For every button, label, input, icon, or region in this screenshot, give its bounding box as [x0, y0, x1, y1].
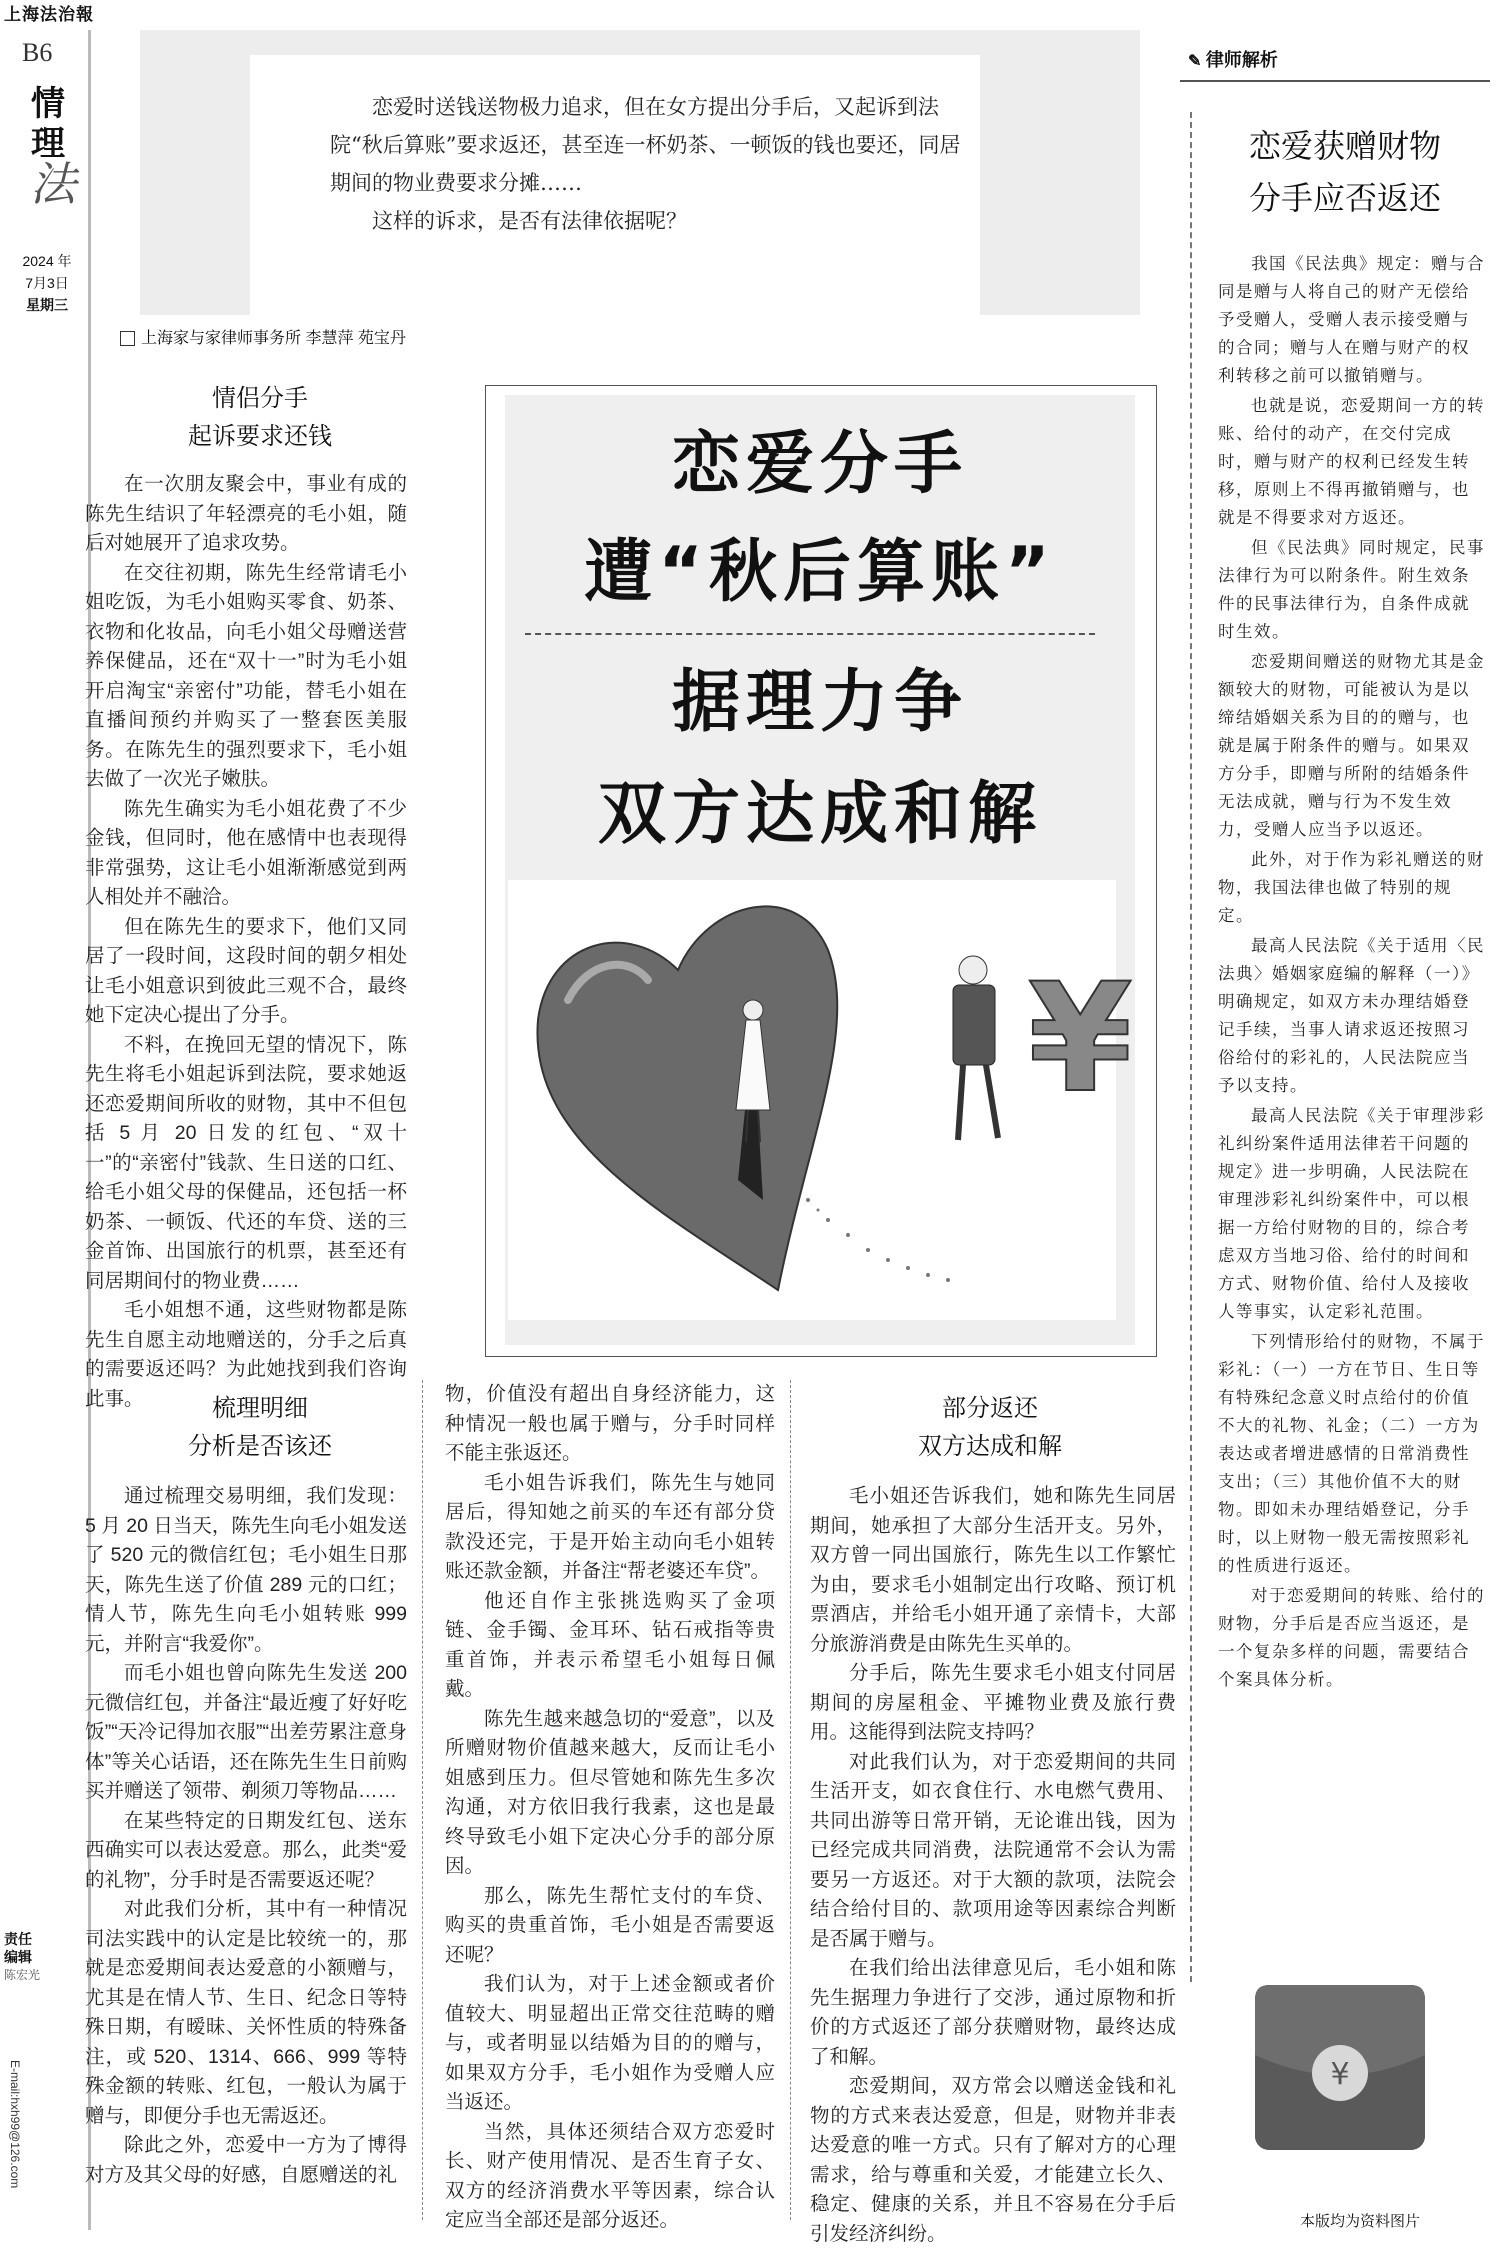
body-paragraph: 在一次朋友聚会中，事业有成的陈先生结识了年轻漂亮的毛小姐，随后对她展开了追求攻势。: [85, 473, 407, 554]
editor-email: E-mail:hxh99@126.com: [8, 2060, 22, 2189]
body-paragraph: 而毛小姐也曾向陈先生发送 200 元微信红包，并备注“最近瘦了好好吃饭”“天冷记得加衣服”“出差劳累注意身体”等关心话语，还在陈先生生日前购买并赠送了领带、剃须刀等物品……: [85, 1662, 407, 1802]
section4-head-line1: 部分返还: [942, 1395, 1038, 1422]
body-paragraph: 他还自作主张挑选购买了金项链、金手镯、金耳环、钻石戒指等贵重首饰，并表示希望毛小姐每日佩戴。: [445, 1589, 775, 1700]
byline: [120, 325, 520, 348]
section-char-1: 情: [31, 84, 65, 124]
body-paragraph: 毛小姐告诉我们，陈先生与她同居后，得知她之前买的车还有部分贷款没还完，于是开始主动向毛小姐转账还款金额，并备注“帮老婆还车贷”。: [445, 1471, 775, 1582]
body-paragraph: 物，价值没有超出自身经济能力，这种情况一般也属于赠与，分手时同样不能主张返还。: [445, 1383, 775, 1464]
section-char-3: 法: [30, 157, 76, 211]
section2-heading: [110, 1390, 410, 1466]
body-paragraph: 那么，陈先生帮忙支付的车贷、购买的贵重首饰，毛小姐是否需要返还呢？: [445, 1884, 775, 1966]
section4-heading: [810, 1390, 1170, 1466]
body-paragraph: 不料，在挽回无望的情况下，陈先生将毛小姐起诉到法院，要求她返还恋爱期间所收的财物，其中不但包括 5 月 20 日发的红包、“双十一”的“亲密付”钱款、生日送的口红、给毛小姐父母的保健品，还包括一杯奶茶、一顿饭、代还的车贷、送的三金首饰、出国旅行的机票，甚至还有同居期间付的物业费……: [85, 1033, 407, 1292]
section4-head-line2: 双方达成和解: [918, 1433, 1062, 1460]
sidebar-paragraph: 对于恋爱期间的转账、给付的财物，分手后是否应当返还，是一个复杂多样的问题，需要结合个案具体分析。: [1218, 1586, 1485, 1689]
envelope-symbol: ¥: [1330, 2057, 1350, 2092]
column-divider: [422, 1380, 423, 2220]
headline-line4: 双方达成和解: [597, 775, 1042, 854]
section2-head-line2: 分析是否该还: [188, 1433, 332, 1460]
intro-paragraph: 这样的诉求，是否有法律依据呢？: [372, 209, 687, 233]
section-char-2: 理: [31, 124, 65, 164]
sidebar-title-line1: 恋爱获赠财物: [1248, 128, 1441, 164]
byline-text: 上海家与家律师事务所 李慧萍 苑宝丹: [141, 330, 406, 347]
column-divider: [790, 1380, 791, 2220]
issue-date: [12, 250, 82, 316]
envelope-icon: [1255, 1985, 1425, 2150]
masthead: 上海法治報: [4, 5, 94, 25]
sidebar-paragraph: 恋爱期间赠送的财物尤其是金额较大的财物，可能被认为是以缔结婚姻关系为目的的赠与，也就是属于附条件的赠与。如果双方分手，即赠与所附的结婚条件无法成就，赠与行为不发生效力，受赠人应当予以返还。: [1218, 652, 1485, 839]
body-paragraph: 毛小姐想不通，这些财物都是陈先生自愿主动地赠送的，分手之后真的需要返还吗？为此她找到我们咨询此事。: [85, 1299, 407, 1410]
red-envelope-image: [1255, 1985, 1425, 2150]
body-paragraph: 对此我们分析，其中有一种情况司法实践中的认定是比较统一的，那就是恋爱期间表达爱意的小额赠与，尤其是在情人节、生日、纪念日等特殊日期，有暧昧、关怀性质的特殊备注，或 520、1314、666、999 等特殊金额的转账、红包，一般认为属于赠与，即便分手也无需返还。: [85, 1898, 407, 2127]
page-number: B6: [22, 38, 53, 67]
body-paragraph: 陈先生越来越急切的“爱意”，以及所赠财物价值越来越大，反而让毛小姐感到压力。但尽管她和陈先生多次沟通，对方依旧我行我素，这也是最终导致毛小姐下定决心分手的部分原因。: [445, 1707, 775, 1877]
editor-label: 责任编辑: [4, 1931, 32, 1965]
section1-body: [85, 470, 407, 1414]
body-paragraph: 但在陈先生的要求下，他们又同居了一段时间，这段时间的朝夕相处让毛小姐意识到彼此三观不合，最终她下定决心提出了分手。: [85, 915, 407, 1026]
headline-line2: 遭“秋后算账”: [584, 533, 1056, 612]
heart-illustration: [508, 880, 1133, 1320]
yen-symbol: ¥: [1028, 952, 1133, 1126]
sidebar-title-line2: 分手应否返还: [1248, 180, 1441, 216]
body-paragraph: 对此我们认为，对于恋爱期间的共同生活开支，如衣食住行、水电燃气费用、共同出游等日常开销，无论谁出钱，因为已经完成共同消费，法院通常不会认为需要另一方返还。对于大额的款项，法院会结合给付目的、款项用途等因素综合判断是否属于赠与。: [810, 1750, 1176, 1950]
editor-name: 陈宏光: [4, 1968, 41, 1982]
body-paragraph: 陈先生确实为毛小姐花费了不少金钱，但同时，他在感情中也表现得非常强势，这让毛小姐渐渐感觉到两人相处并不融洽。: [85, 797, 407, 908]
section1-heading: [110, 380, 410, 456]
body-paragraph: 恋爱期间，双方常会以赠送金钱和礼物的方式来表达爱意，但是，财物并非表达爱意的唯一方式。只有了解对方的心理需求，给与尊重和关爱，才能建立长久、稳定、健康的关系，并且不容易在分手后引发经济纠纷。: [810, 2075, 1176, 2245]
sidebar-divider: [1190, 112, 1192, 1982]
section-title: [30, 84, 76, 211]
section4-body: [810, 1482, 1176, 2249]
headline-line1: 恋爱分手: [671, 425, 968, 504]
body-paragraph: 当然，具体还须结合双方恋爱时长、财产使用情况、是否生育子女、双方的经济消费水平等因素，综合认定应当全部还是部分返还。: [445, 2120, 775, 2231]
sidebar-paragraph: 但《民法典》同时规定，民事法律行为可以附条件。附生效条件的民事法律行为，自条件成就时生效。: [1218, 538, 1485, 641]
headline-line3: 据理力争: [671, 663, 968, 742]
sidebar-paragraph: 最高人民法院《关于适用〈民法典〉婚姻家庭编的解释（一）》明确规定，如双方未办理结婚登记手续，当事人请求返还按照习俗给付的彩礼的，人民法院应当予以支持。: [1218, 936, 1485, 1095]
body-paragraph: 我们认为，对于上述金额或者价值较大、明显超出正常交往范畴的赠与，或者明显以结婚为目的的赠与，如果双方分手，毛小姐作为受赠人应当返还。: [445, 1973, 775, 2113]
pen-icon: ✎: [1188, 53, 1206, 70]
body-paragraph: 毛小姐还告诉我们，她和陈先生同居期间，她承担了大部分生活开支。另外，双方曾一同出国旅行，陈先生以工作繁忙为由，要求毛小姐制定出行攻略、预订机票酒店，并给毛小姐开通了亲情卡，大部分旅游消费是由陈先生买单的。: [810, 1485, 1176, 1655]
headline-separator: [525, 633, 1095, 635]
checkbox-icon: [120, 331, 135, 346]
sidebar-title: [1200, 120, 1490, 224]
broken-heart-icon: [508, 880, 1133, 1320]
sidebar-tab-label: 律师解析: [1205, 50, 1278, 70]
sidebar-paragraph: 也就是说，恋爱期间一方的转账、给付的动产，在交付完成时，赠与财产的权利已经发生转移，原则上不得再撤销赠与，也就是不得要求对方返还。: [1218, 396, 1485, 527]
section1-head-line1: 情侣分手: [212, 385, 308, 412]
section1-head-line2: 起诉要求还钱: [188, 423, 332, 450]
date-year: 2024 年: [22, 253, 72, 269]
sidebar-paragraph: 我国《民法典》规定：赠与合同是赠与人将自己的财产无偿给予受赠人，受赠人表示接受赠与的合同；赠与人在赠与财产的权利转移之前可以撤销赠与。: [1218, 254, 1485, 385]
sidebar-paragraph: 最高人民法院《关于审理涉彩礼纠纷案件适用法律若干问题的规定》进一步明确，人民法院在审理涉彩礼纠纷案件中，可以根据一方给付财物的目的，综合考虑双方当地习俗、给付的时间和方式、财物价值、给付人及接收人等事实，认定彩礼范围。: [1218, 1106, 1485, 1321]
date-day: 7月3日: [25, 275, 69, 291]
sidebar-tab-rule: [1180, 80, 1490, 82]
section3-body: [445, 1380, 775, 2236]
sidebar-paragraph: 下列情形给付的财物，不属于彩礼：（一）一方在节日、生日等有特殊纪念意义时点给付的价值不大的礼物、礼金；（二）一方为表达或者增进感情的日常消费性支出；（三）其他价值不大的财物。即如未办理结婚登记，分手时，以上财物一般无需按照彩礼的性质进行返还。: [1218, 1332, 1485, 1575]
editor-credit: [4, 1930, 40, 1984]
section2-body: [85, 1482, 407, 2190]
sidebar-paragraph: 此外，对于作为彩礼赠送的财物，我国法律也做了特别的规定。: [1218, 850, 1485, 925]
sidebar-body: [1218, 250, 1486, 1696]
body-paragraph: 除此之外，恋爱中一方为了博得对方及其父母的好感，自愿赠送的礼: [85, 2134, 407, 2186]
sidebar-tab: [1188, 46, 1338, 72]
intro-text: [330, 88, 970, 240]
section2-head-line1: 梳理明细: [212, 1395, 308, 1422]
image-caption: 本版均为资料图片: [1299, 2212, 1420, 2230]
body-paragraph: 分手后，陈先生要求毛小姐支付同居期间的房屋租金、平摊物业费及旅行费用。这能得到法院支持吗？: [810, 1662, 1176, 1743]
body-paragraph: 通过梳理交易明细，我们发现：5 月 20 日当天，陈先生向毛小姐发送了 520 元的微信红包；毛小姐生日那天，陈先生送了价值 289 元的口红；情人节，陈先生向毛小姐转账 999 元，并附言“我爱你”。: [85, 1485, 407, 1655]
body-paragraph: 在某些特定的日期发红包、送东西确实可以表达爱意。那么，此类“爱的礼物”，分手时是否需要返还呢？: [85, 1809, 407, 1891]
intro-paragraph: 恋爱时送钱送物极力追求，但在女方提出分手后，又起诉到法院“秋后算账”要求返还，甚至连一杯奶茶、一顿饭的钱也要还，同居期间的物业费要求分摊……: [330, 95, 961, 195]
date-weekday: 星期三: [26, 297, 68, 313]
body-paragraph: 在交往初期，陈先生经常请毛小姐吃饭，为毛小姐购买零食、奶茶、衣物和化妆品，向毛小姐父母赠送营养保健品，还在“双十一”时为毛小姐开启淘宝“亲密付”功能，替毛小姐在直播间预约并购买了一整套医美服务。在陈先生的强烈要求下，毛小姐去做了一次光子嫩肤。: [85, 561, 407, 790]
body-paragraph: 在我们给出法律意见后，毛小姐和陈先生据理力争进行了交涉，通过原物和折价的方式返还了部分获赠财物，最终达成了和解。: [810, 1957, 1176, 2068]
